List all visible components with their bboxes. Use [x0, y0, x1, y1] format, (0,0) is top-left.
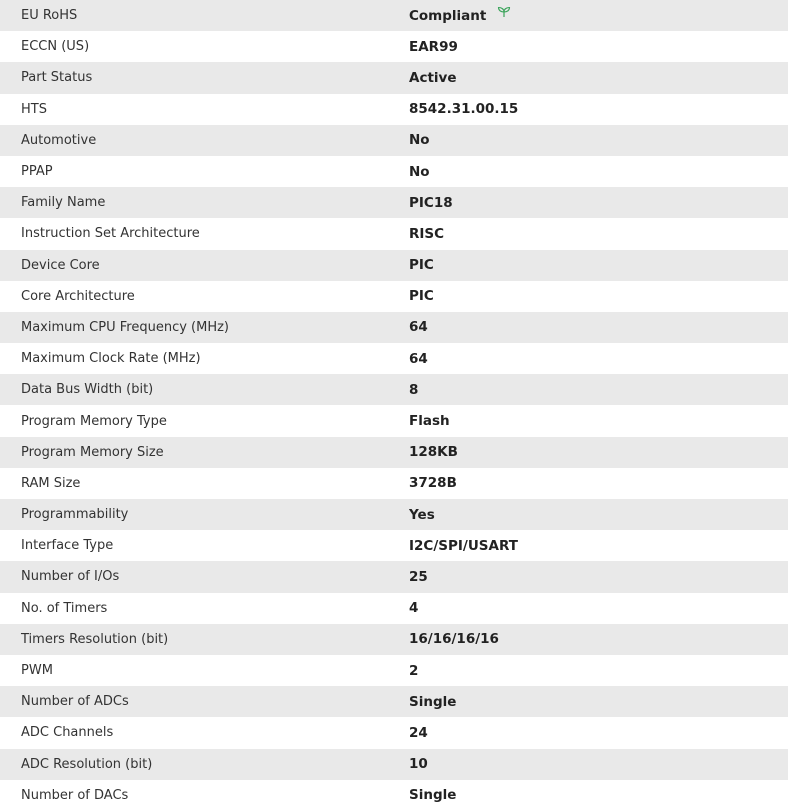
spec-row-data-bus-width — [0, 374, 788, 405]
spec-attribute: Family Name — [21, 195, 106, 211]
spec-attribute: Instruction Set Architecture — [21, 226, 200, 242]
spec-attribute: PWM — [21, 663, 53, 679]
spec-row-number-of-ios — [0, 561, 788, 592]
spec-row-timers-resolution — [0, 624, 788, 655]
spec-attribute: No. of Timers — [21, 600, 108, 616]
spec-row-programmability — [0, 499, 788, 530]
spec-attribute: RAM Size — [21, 475, 81, 491]
spec-row-number-of-dacs — [0, 780, 788, 811]
spec-value: Single — [409, 693, 457, 710]
spec-row-max-clock-rate — [0, 343, 788, 374]
spec-value: Single — [409, 787, 457, 804]
spec-row-no-of-timers — [0, 593, 788, 624]
spec-value: RISC — [409, 225, 445, 242]
spec-attribute: ECCN (US) — [21, 39, 90, 55]
spec-value: Active — [409, 69, 457, 86]
spec-attribute: EU RoHS — [21, 8, 78, 24]
spec-value: PIC — [409, 288, 434, 305]
spec-attribute: ADC Resolution (bit) — [21, 756, 153, 772]
spec-attribute: Timers Resolution (bit) — [21, 631, 169, 647]
spec-value: 25 — [409, 568, 428, 585]
spec-attribute: Data Bus Width (bit) — [21, 382, 154, 398]
spec-row-core-architecture — [0, 281, 788, 312]
spec-row-program-memory-type — [0, 405, 788, 436]
spec-row-part-status — [0, 62, 788, 93]
spec-attribute: Core Architecture — [21, 288, 135, 304]
spec-value: 16/16/16/16 — [409, 631, 499, 648]
spec-value: 64 — [409, 319, 428, 336]
spec-row-ppap — [0, 156, 788, 187]
spec-value: No — [409, 163, 430, 180]
spec-value: I2C/SPI/USART — [409, 537, 518, 554]
spec-value: 128KB — [409, 444, 458, 461]
spec-row-eu-rohs — [0, 0, 788, 31]
spec-value: PIC — [409, 257, 434, 274]
spec-row-max-cpu-frequency — [0, 312, 788, 343]
spec-attribute: Device Core — [21, 257, 100, 273]
spec-attribute: Interface Type — [21, 538, 114, 554]
spec-value: 3728B — [409, 475, 457, 492]
spec-row-pwm — [0, 655, 788, 686]
spec-value: 2 — [409, 662, 419, 679]
spec-attribute: Number of I/Os — [21, 569, 120, 585]
spec-value: No — [409, 132, 430, 149]
spec-row-automotive — [0, 125, 788, 156]
spec-row-device-core — [0, 250, 788, 281]
spec-value: PIC18 — [409, 194, 453, 211]
spec-attribute: HTS — [21, 101, 47, 117]
spec-attribute: Maximum Clock Rate (MHz) — [21, 351, 201, 367]
spec-value: 8542.31.00.15 — [409, 101, 519, 118]
spec-row-instruction-set — [0, 218, 788, 249]
spec-attribute: ADC Channels — [21, 725, 114, 741]
spec-row-family-name — [0, 187, 788, 218]
spec-row-eccn — [0, 31, 788, 62]
spec-row-number-of-adcs — [0, 686, 788, 717]
spec-attribute: PPAP — [21, 164, 53, 180]
spec-row-ram-size — [0, 468, 788, 499]
spec-row-program-memory-size — [0, 437, 788, 468]
spec-value: 24 — [409, 724, 428, 741]
spec-value: 10 — [409, 756, 428, 773]
spec-value: Yes — [409, 506, 435, 523]
spec-value: 8 — [409, 381, 419, 398]
spec-row-adc-resolution — [0, 749, 788, 780]
spec-value: 4 — [409, 600, 419, 617]
spec-row-adc-channels — [0, 717, 788, 748]
spec-value-cell — [409, 0, 788, 31]
spec-attribute: Program Memory Type — [21, 413, 167, 429]
spec-attribute: Number of ADCs — [21, 694, 129, 710]
spec-attribute: Maximum CPU Frequency (MHz) — [21, 319, 229, 335]
spec-value: EAR99 — [409, 38, 458, 55]
spec-row-interface-type — [0, 530, 788, 561]
spec-value: 64 — [409, 350, 428, 367]
spec-attribute: Programmability — [21, 507, 129, 523]
leaf-icon — [497, 6, 511, 22]
spec-attribute: Part Status — [21, 70, 93, 86]
spec-attribute: Program Memory Size — [21, 444, 164, 460]
spec-value: Flash — [409, 413, 450, 430]
spec-value: Compliant — [409, 7, 487, 24]
spec-attribute: Number of DACs — [21, 787, 129, 803]
spec-attribute: Automotive — [21, 132, 97, 148]
spec-row-hts — [0, 94, 788, 125]
